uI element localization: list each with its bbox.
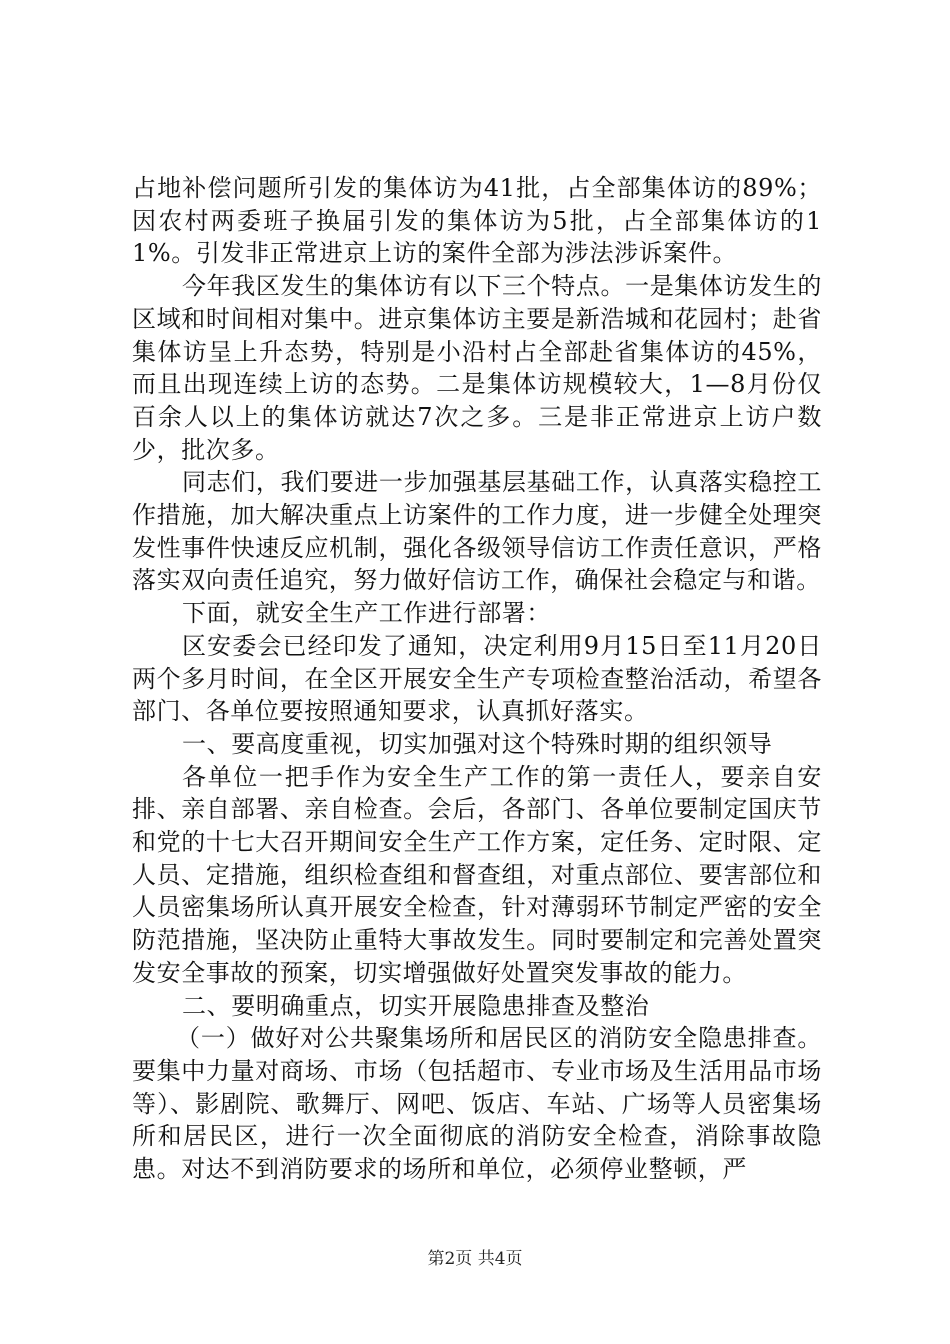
paragraph: （一）做好对公共聚集场所和居民区的消防安全隐患排查。要集中力量对商场、市场（包括超市、专业市场及生活用品市场等）、影剧院、歌舞厅、网吧、饭店、车站、广场等人员密集场所和居民区，进行一次全面彻底的消防安全检查，消除事故隐患。对达不到消防要求的场所和单位，必须停业整顿，严 [132,1024,822,1184]
paragraph: 占地补偿问题所引发的集体访为41批，占全部集体访的89%；因农村两委班子换届引发的集体访为5批，占全部集体访的11%。引发非正常进京上访的案件全部为涉法涉诉案件。 [132,174,822,268]
body-text [132,172,822,1186]
paragraph: 下面，就安全生产工作进行部署： [182,599,551,628]
paragraph: 区安委会已经印发了通知，决定利用9月15日至11月20日两个多月时间，在全区开展安全生产专项检查整治活动，希望各部门、各单位要按照通知要求，认真抓好落实。 [132,631,822,726]
page-number: 第2页 共4页 [427,1249,523,1269]
section-heading: 二、要明确重点，切实开展隐患排查及整治 [182,991,650,1020]
paragraph: 各单位一把手作为安全生产工作的第一责任人，要亲自安排、亲自部署、亲自检查。会后，各部门、各单位要制定国庆节和党的十七大召开期间安全生产工作方案，定任务、定时限、定人员、定措施，组织检查组和督查组，对重点部位、要害部位和人员密集场所认真开展安全检查，针对薄弱环节制定严密的安全防范措施，坚决防止重特大事故发生。同时要制定和完善处置突发安全事故的预案，切实增强做好处置突发事故的能力。 [132,762,822,987]
paragraph: 今年我区发生的集体访有以下三个特点。一是集体访发生的区域和时间相对集中。进京集体访主要是新浩城和花园村；赴省集体访呈上升态势，特别是小沿村占全部赴省集体访的45%，而且出现连续上访的态势。二是集体访规模较大，1—8月份仅百余人以上的集体访就达7次之多。三是非正常进京上访户数少，批次多。 [132,272,822,464]
paragraph: 同志们，我们要进一步加强基层基础工作，认真落实稳控工作措施，加大解决重点上访案件的工作力度，进一步健全处理突发性事件快速反应机制，强化各级领导信访工作责任意识，严格落实双向责任追究，努力做好信访工作，确保社会稳定与和谐。 [132,468,822,595]
section-heading: 一、要高度重视，切实加强对这个特殊时期的组织领导 [182,729,773,758]
